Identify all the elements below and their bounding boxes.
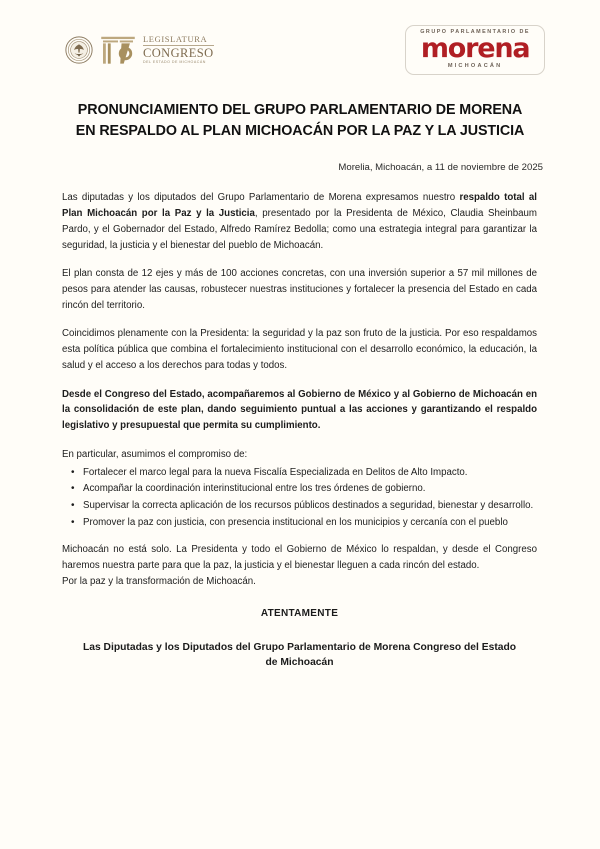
closing-salutation: ATENTAMENTE: [260, 607, 339, 619]
page-title-line-1: PRONUNCIAMIENTO DEL GRUPO PARLAMENTARIO DE MORENA: [77, 102, 523, 118]
list-item: • Supervisar la correcta aplicación de los recursos públicos destinados a seguridad, bienestar y desarrollo.: [83, 498, 537, 514]
paragraph-3: Coincidimos plenamente con la Presidenta: la seguridad y la paz son fruto de la justicia. Por eso respaldamos esta política pública que combina el fortalecimiento institucional con el desarrollo económico, la educación, la salud y el acceso a los derechos para todas y todos.: [62, 328, 537, 371]
congreso-michoacan-logo: [65, 35, 214, 65]
legislatura-label: LEGISLATURA: [143, 33, 208, 44]
paragraph-1-bold-phrase: respaldo total al Plan Michoacán por la Paz y la Justicia: [62, 192, 537, 220]
mexican-eagle-seal-icon: [65, 36, 93, 64]
paragraph-1: [62, 190, 537, 253]
page-title-line-2: EN RESPALDO AL PLAN MICHOACÁN POR LA PAZ Y LA JUSTICIA: [75, 122, 525, 139]
paragraph-2: El plan consta de 12 ejes y más de 100 acciones concretas, con una inversión superior a 57 mil millones de pesos para atender las causas, robustecer nuestras instituciones y fortalecer la presencia del Estado en cada rincón del territorio.: [62, 268, 537, 311]
morena-logo-bottom-label: MICHOACÁN: [447, 62, 503, 69]
signature-block: Las Diputadas y los Diputados del Grupo Parlamentario de Morena Congreso del Estado de Michoacán: [82, 641, 517, 669]
paragraph-6: Por la paz y la transformación de Michoacán.: [62, 575, 256, 587]
paragraph-5: Michoacán no está solo. La Presidenta y todo el Gobierno de México lo respaldan, y desde el Congreso haremos nuestra parte para que la paz, la justicia y el bienestar lleguen a cada rincón del estado.: [62, 544, 537, 572]
paragraph-1-part-2: , presentado por la Presidenta de México, Claudia Sheinbaum Pardo, y el Gobernador del Estado, Alfredo Ramírez Bedolla; como una estrategia integral para garantizar la seguridad, la justicia y el bienestar del pueblo de Michoacán.: [62, 208, 537, 251]
paragraph-1-part-1: Las diputadas y los diputados del Grupo Parlamentario de Morena expresamos nuestro: [62, 192, 460, 204]
congreso-label: CONGRESO: [143, 46, 214, 61]
document-body: [55, 190, 545, 671]
paragraph-4-emphasis: Desde el Congreso del Estado, acompañaremos al Gobierno de México y al Gobierno de Michoacán en la consolidación de este plan, dando seguimiento puntual a las acciones y garantizando el respaldo legislativo y presupuestal que permita su cumplimiento.: [62, 388, 537, 432]
congreso-wordmark: [143, 35, 214, 65]
legislature-number-76-icon: [100, 35, 136, 65]
morena-logo-top-label: GRUPO PARLAMENTARIO DE: [420, 28, 530, 35]
congreso-sublabel: DEL ESTADO DE MICHOACÁN: [143, 60, 206, 65]
dateline: Morelia, Michoacán, a 11 de noviembre de 2025: [338, 162, 543, 174]
list-item: • Acompañar la coordinación interinstitucional entre los tres órdenes de gobierno.: [83, 481, 537, 497]
morena-logo-wordmark: morena: [420, 33, 530, 65]
list-item: • Fortalecer el marco legal para la nueva Fiscalía Especializada en Delitos de Alto Impacto.: [83, 465, 537, 481]
commitments-list: [62, 465, 537, 531]
commitments-intro: En particular, asumimos el compromiso de:: [62, 448, 248, 460]
document-header: [55, 0, 545, 78]
page-title: [57, 100, 543, 141]
list-item: • Promover la paz con justicia, con presencia institucional en los municipios y cercanía con el pueblo: [83, 515, 537, 531]
morena-parliamentary-group-logo: [405, 25, 545, 76]
